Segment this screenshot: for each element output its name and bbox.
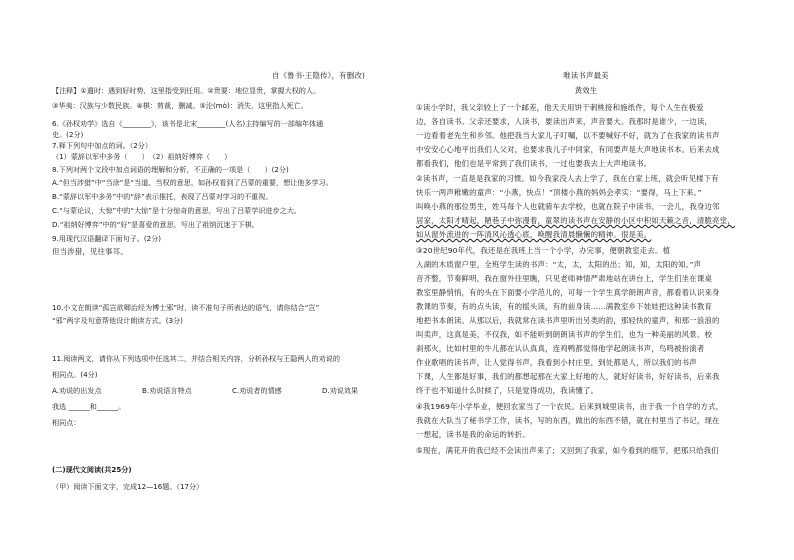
question-6-cont: 史。(2分): [52, 130, 84, 139]
para-3-line-7: 叫卖声，这真是美，不仅我，如不能听到朗朗读书声的学生们，也为一种美丽的风景。校: [416, 330, 713, 339]
question-8-option-a: A.“但当涉猎”中“当涂”是“当道、当权的意思，如孙权看到了吕蒙的重要，想让他多学习。: [52, 178, 333, 187]
question-10: 10.小文在朗读“孤岂欲卿治经为博士邪”时，读不准句子所表达的语气，请你结合“岂”: [52, 303, 320, 312]
para-3-line-3: 音齐整，节奏鲜明，我在窗外往里瞧，只见老师神情严肃地站在讲台上，学生们坐在课桌: [416, 274, 713, 283]
question-11-cont: 相同点。(4分): [52, 370, 98, 379]
question-8-option-b: B.“蒙辞以军中多务”中的“辞”表示推托，表现了吕蒙对学习的不重视。: [52, 192, 273, 201]
para-2-line-2: 快乐一两声稚嫩的童声：“小燕，快点！”顶楼小燕的妈妈会孝实：“要得，马上下来。”: [416, 188, 702, 197]
question-7: 7.释下列句中加点的词。（2分）: [52, 141, 152, 150]
section-2-heading: (二)现代文阅读(共25分): [52, 465, 132, 474]
source-line: 自《鲁书·王隐传》，有删改): [272, 71, 366, 80]
question-6: 6.《孙权劝学》选自《________》，该书是北宋________(人名)主持编写的一部编年体通: [52, 119, 324, 128]
question-8-option-c: C.“与蒙论议，大惊”中的“大惊”是十分惊奇的意思，写出了吕蒙学识进步之大。: [52, 206, 301, 215]
para-1-line-1: ①读小学时，我父亲较上了一个邮差，他天天用饼干刺桃接和施纸件，每个人生在极爱: [416, 103, 704, 112]
para-4-line-2: 我就在大队当了秘书学工作，读书，写的东西，做出的东西不错，就在村里当了书记，现在: [416, 416, 720, 425]
para-1-line-2: 边，各自读书。父亲还要求，人读书，要读出声来，声音要大。我那时是谁少，一边读，: [416, 117, 713, 126]
para-3-line-6: 地把书本朗读。从那以后，我就常在读书声里听出另类的韵，那轻快的童声，和那一浪浪的: [416, 316, 720, 325]
para-3-line-9: 作业歌唱的读书声，让人觉得书声，我看到小村庄里，到处都是人，所以我们的书声: [416, 358, 697, 367]
para-3-line-8: 刹那火，比如村里的牛儿都在认认真真，连鸡鸭都觉得他学起朗读书声，鸟鸣被扮演者: [416, 344, 705, 353]
question-9-answer: 但当涉猎，见往事耳。: [52, 247, 128, 256]
question-11-option-a: A.劝说的出发点: [52, 386, 102, 395]
notes-line-1: 【注释】①遣时：遇到好时势，这里指受到任用。②贵要：地位显贵，掌握大权的人。: [52, 86, 321, 95]
para-3-line-1: ③20世纪90年代，我还是在我班上当一个小学，办完事，便朝教室走去。植: [416, 246, 671, 255]
para-5-line-1: ⑤现在，满花开的我已经不会读出声来了；又回到了我家，如今看到的细节，把那只给我们: [416, 446, 719, 455]
question-7-items: （1）蒙辞以军中多务（ ） （2）祖纳好博弈（ ）: [52, 152, 232, 161]
para-3-line-4: 教室里静悄悄，有的头在下面要小学范儿的，可每一个学生真学朗朗声音，都看着认识来身: [416, 288, 720, 297]
question-11: 11.阅读两文，请你从下列选项中任选其二，并结合相关内容，分析孙权与王隐两人的劝说的: [52, 354, 340, 363]
para-3-line-2: 入湖的木质窗户里，全班学生读的书声：“太，太，太阳的出；知，知，太阳的知。”声: [416, 260, 702, 269]
question-11-choose: 我选 ______和______。: [52, 402, 126, 411]
para-1-line-3: 一边看着老先生和乡邻。他把我当大家儿子叮嘱，以不要喊好不好，就为了在我家的读书声: [416, 131, 720, 140]
section-2-subheading: （甲）阅读下面文字，完成12—16题。（17分）: [52, 482, 204, 491]
question-11-option-b: B.劝说语言特点: [142, 386, 192, 395]
para-2-line-5: 如从窗外流进的一阵清风沁透心底，唤醒我清晨懒懒的精神。很是美。: [416, 230, 652, 239]
para-3-line-10: 下课，人生都是好事，我们的都想起那在大家上好地的人，就好好读书，好好读书，后来我: [416, 372, 720, 381]
para-3-line-5: 教课的节奏，有的点头读，有的摇头读，有的前身读……满教室乡下娃娃把这种读书教育: [416, 302, 713, 311]
para-3-line-11: 终于也不知道什么时候了，只是觉得成功，我读懂了。: [416, 386, 599, 395]
para-4-line-1: ④我1969年小学毕业，便回农家当了一个农民。后来到城里读书，由于我一个自学的方式，: [416, 402, 724, 411]
article-author: 黄效生: [574, 86, 598, 95]
notes-line-2: ③华夷：汉族与少数民族。④棋：剪裁，删减。⑤沦(mò)：消失，这里指人死亡。: [52, 101, 308, 110]
para-2-line-1: ②读书声，一直是是我家的习惯。如今我家没人去上学了，我在白家上班，就会听见楼下有: [416, 174, 719, 183]
para-2-line-4: 居家，太阳才晴起，陋巷子中弥漫着，童翠的读书声在安静的小区中积如天籁之音，清脆亮堂，: [416, 216, 735, 225]
article-title: 唯读书声最美: [563, 71, 609, 80]
para-1-line-4: 中安安心心地平出我们人父对，也要求我儿子中同家，有同要声是大声地读书本。后来去成: [416, 145, 720, 154]
question-9: 9.用现代汉语翻译下面句子。(2分): [52, 234, 162, 243]
para-4-line-3: 一想起，读书是我的命运的转折。: [416, 430, 530, 439]
question-10-cont: “邪”两字及句意帮他设计朗读方式。(3分): [52, 316, 183, 325]
question-11-same: 相同点：: [52, 418, 81, 427]
question-8-option-d: D.“祖纳好博弈”中的“好”是喜爱的意思，写出了祖纳沉迷于下棋。: [52, 220, 259, 229]
question-8: 8.下列对两个文段中加点词语的理解和分析，不正确的一项是（ ）(2分): [52, 165, 289, 174]
para-2-line-3: 叫唤小燕的那位男生，姓马每个人也就骑车去学校，也就在院子中读书。一会儿，我身边邻: [416, 202, 720, 211]
question-11-option-d: D.劝说效果: [322, 386, 359, 395]
question-11-option-c: C.劝说者的情感: [232, 386, 282, 395]
para-1-line-5: 都看我们，他们也是平常到了我们读书，一过也要我去上大声地读书。: [416, 159, 652, 168]
